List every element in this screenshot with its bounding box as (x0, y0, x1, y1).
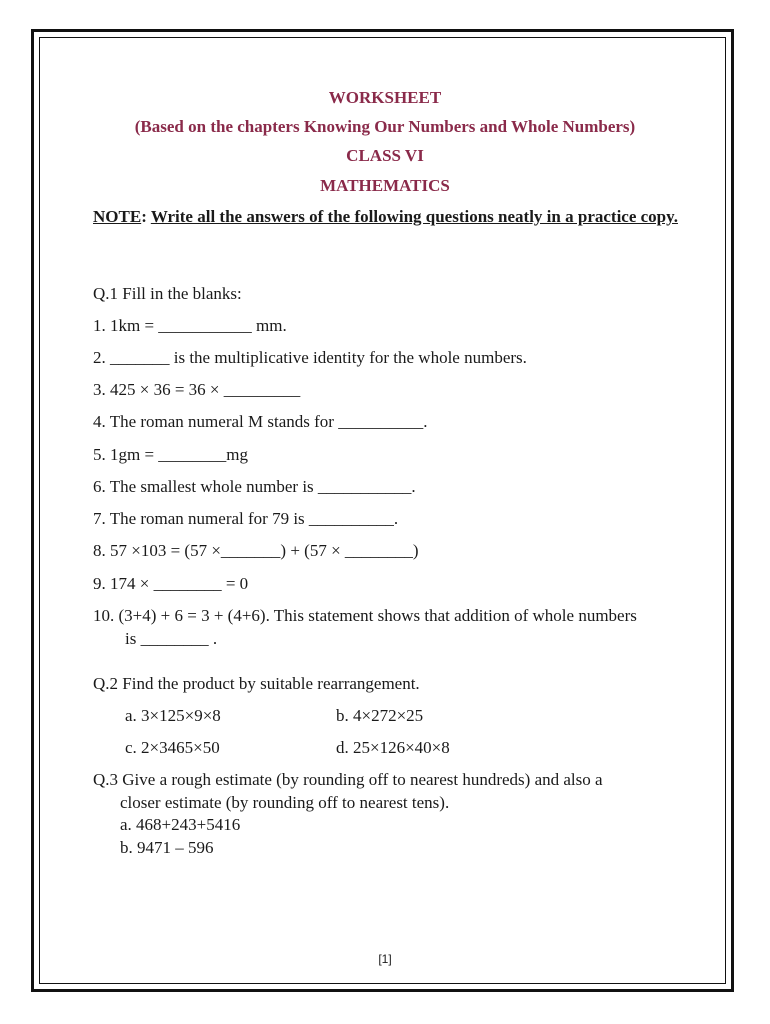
note-block (93, 206, 683, 228)
q1-item-8: 8. 57 ×103 = (57 ×_______) + (57 × ________) (93, 541, 419, 560)
note-text: Write all the answers of the following questions neatly in a practice copy. (150, 207, 678, 226)
q2-heading: Q.2 Find the product by suitable rearrangement. (93, 674, 420, 693)
worksheet-title: WORKSHEET (328, 88, 442, 107)
q2-item-a: a. 3×125×9×8 (125, 706, 221, 725)
q1-item-2: 2. _______ is the multiplicative identity for the whole numbers. (93, 348, 527, 367)
q2-item-d: d. 25×126×40×8 (336, 738, 450, 757)
note-label: NOTE (93, 207, 142, 226)
q1-item-5: 5. 1gm = ________mg (93, 445, 249, 464)
page-number: [1] (378, 952, 392, 966)
q1-item-10-cont: is ________ . (125, 629, 218, 648)
note-colon: : (141, 207, 147, 226)
q3-heading-cont: closer estimate (by rounding off to nearest tens). (120, 793, 450, 812)
q1-item-6: 6. The smallest whole number is ___________. (93, 477, 416, 496)
q1-item-3: 3. 425 × 36 = 36 × _________ (93, 380, 301, 399)
q3-heading: Q.3 Give a rough estimate (by rounding off to nearest hundreds) and also a (93, 770, 603, 789)
q1-item-1: 1. 1km = ___________ mm. (93, 316, 287, 335)
q1-item-7: 7. The roman numeral for 79 is __________. (93, 509, 399, 528)
subject-label: MATHEMATICS (320, 176, 450, 195)
q1-item-4: 4. The roman numeral M stands for __________. (93, 412, 428, 431)
q3-item-b: b. 9471 – 596 (120, 838, 214, 857)
q2-item-b: b. 4×272×25 (336, 706, 424, 725)
q3-item-a: a. 468+243+5416 (120, 815, 241, 834)
class-label: CLASS VI (346, 146, 424, 165)
q1-item-9: 9. 174 × ________ = 0 (93, 574, 249, 593)
q2-item-c: c. 2×3465×50 (125, 738, 220, 757)
q1-item-10: 10. (3+4) + 6 = 3 + (4+6). This statement shows that addition of whole numbers (93, 606, 637, 625)
q1-heading: Q.1 Fill in the blanks: (93, 284, 242, 303)
worksheet-subtitle: (Based on the chapters Knowing Our Numbers and Whole Numbers) (134, 117, 636, 136)
